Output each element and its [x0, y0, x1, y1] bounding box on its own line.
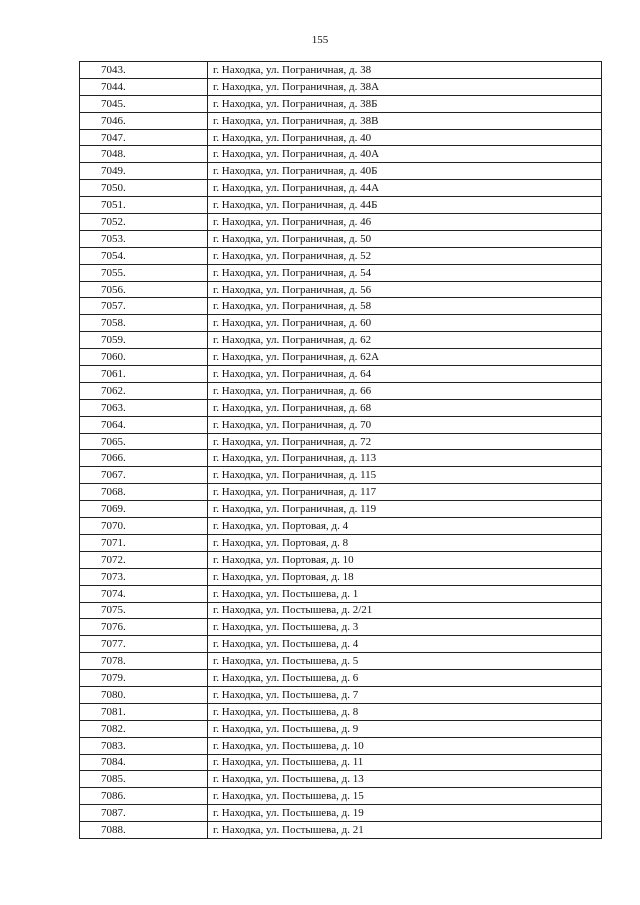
row-number: 7082. [80, 720, 208, 737]
table-row [80, 450, 602, 467]
row-address: г. Находка, ул. Постышева, д. 10 [208, 737, 602, 754]
row-number: 7050. [80, 180, 208, 197]
row-address: г. Находка, ул. Постышева, д. 2/21 [208, 602, 602, 619]
row-number: 7084. [80, 754, 208, 771]
table-row [80, 180, 602, 197]
row-address: г. Находка, ул. Пограничная, д. 38В [208, 112, 602, 129]
address-table [79, 61, 602, 839]
table-row [80, 163, 602, 180]
row-number: 7047. [80, 129, 208, 146]
table-row [80, 298, 602, 315]
row-number: 7054. [80, 247, 208, 264]
row-number: 7049. [80, 163, 208, 180]
row-address: г. Находка, ул. Постышева, д. 15 [208, 788, 602, 805]
table-row [80, 315, 602, 332]
row-number: 7077. [80, 636, 208, 653]
row-number: 7064. [80, 416, 208, 433]
table-row [80, 197, 602, 214]
table-row [80, 754, 602, 771]
table-row [80, 366, 602, 383]
row-number: 7088. [80, 822, 208, 839]
row-number: 7063. [80, 399, 208, 416]
row-number: 7055. [80, 264, 208, 281]
row-number: 7070. [80, 518, 208, 535]
row-number: 7078. [80, 653, 208, 670]
row-address: г. Находка, ул. Пограничная, д. 119 [208, 501, 602, 518]
table-row [80, 670, 602, 687]
table-row [80, 518, 602, 535]
row-address: г. Находка, ул. Пограничная, д. 60 [208, 315, 602, 332]
table-row [80, 484, 602, 501]
row-address: г. Находка, ул. Постышева, д. 1 [208, 585, 602, 602]
table-row [80, 703, 602, 720]
row-number: 7065. [80, 433, 208, 450]
row-address: г. Находка, ул. Пограничная, д. 66 [208, 382, 602, 399]
table-row [80, 653, 602, 670]
table-row [80, 636, 602, 653]
row-address: г. Находка, ул. Постышева, д. 8 [208, 703, 602, 720]
row-address: г. Находка, ул. Пограничная, д. 62А [208, 349, 602, 366]
row-address: г. Находка, ул. Портовая, д. 18 [208, 568, 602, 585]
row-address: г. Находка, ул. Пограничная, д. 50 [208, 230, 602, 247]
page-number: 155 [311, 34, 329, 46]
row-address: г. Находка, ул. Портовая, д. 10 [208, 551, 602, 568]
row-number: 7073. [80, 568, 208, 585]
row-number: 7058. [80, 315, 208, 332]
row-address: г. Находка, ул. Пограничная, д. 38А [208, 78, 602, 95]
table-row [80, 501, 602, 518]
row-address: г. Находка, ул. Постышева, д. 13 [208, 771, 602, 788]
row-number: 7085. [80, 771, 208, 788]
row-address: г. Находка, ул. Пограничная, д. 44А [208, 180, 602, 197]
table-row [80, 146, 602, 163]
table-row [80, 129, 602, 146]
row-number: 7076. [80, 619, 208, 636]
row-address: г. Находка, ул. Пограничная, д. 54 [208, 264, 602, 281]
table-row [80, 805, 602, 822]
table-row [80, 788, 602, 805]
table-row [80, 112, 602, 129]
row-address: г. Находка, ул. Пограничная, д. 113 [208, 450, 602, 467]
table-row [80, 534, 602, 551]
row-address: г. Находка, ул. Пограничная, д. 46 [208, 214, 602, 231]
row-address: г. Находка, ул. Постышева, д. 21 [208, 822, 602, 839]
row-address: г. Находка, ул. Портовая, д. 8 [208, 534, 602, 551]
row-address: г. Находка, ул. Пограничная, д. 64 [208, 366, 602, 383]
row-number: 7072. [80, 551, 208, 568]
table-row [80, 720, 602, 737]
row-number: 7062. [80, 382, 208, 399]
row-number: 7056. [80, 281, 208, 298]
row-number: 7075. [80, 602, 208, 619]
row-number: 7074. [80, 585, 208, 602]
row-address: г. Находка, ул. Постышева, д. 7 [208, 686, 602, 703]
table-row [80, 686, 602, 703]
row-address: г. Находка, ул. Пограничная, д. 117 [208, 484, 602, 501]
row-number: 7068. [80, 484, 208, 501]
row-address: г. Находка, ул. Постышева, д. 5 [208, 653, 602, 670]
table-row [80, 433, 602, 450]
row-number: 7043. [80, 62, 208, 79]
row-number: 7069. [80, 501, 208, 518]
row-address: г. Находка, ул. Пограничная, д. 52 [208, 247, 602, 264]
row-number: 7048. [80, 146, 208, 163]
table-row [80, 349, 602, 366]
address-table-body [80, 62, 602, 839]
table-row [80, 585, 602, 602]
row-address: г. Находка, ул. Постышева, д. 9 [208, 720, 602, 737]
table-row [80, 332, 602, 349]
table-row [80, 416, 602, 433]
table-row [80, 78, 602, 95]
row-address: г. Находка, ул. Пограничная, д. 44Б [208, 197, 602, 214]
row-number: 7059. [80, 332, 208, 349]
row-address: г. Находка, ул. Пограничная, д. 38Б [208, 95, 602, 112]
row-number: 7080. [80, 686, 208, 703]
row-number: 7086. [80, 788, 208, 805]
row-number: 7044. [80, 78, 208, 95]
table-row [80, 230, 602, 247]
table-row [80, 62, 602, 79]
table-row [80, 771, 602, 788]
row-number: 7057. [80, 298, 208, 315]
table-row [80, 264, 602, 281]
row-address: г. Находка, ул. Пограничная, д. 58 [208, 298, 602, 315]
table-row [80, 737, 602, 754]
row-address: г. Находка, ул. Пограничная, д. 70 [208, 416, 602, 433]
row-number: 7071. [80, 534, 208, 551]
row-number: 7067. [80, 467, 208, 484]
row-number: 7087. [80, 805, 208, 822]
row-address: г. Находка, ул. Постышева, д. 3 [208, 619, 602, 636]
row-address: г. Находка, ул. Пограничная, д. 40А [208, 146, 602, 163]
row-address: г. Находка, ул. Постышева, д. 11 [208, 754, 602, 771]
row-address: г. Находка, ул. Пограничная, д. 56 [208, 281, 602, 298]
table-row [80, 382, 602, 399]
row-address: г. Находка, ул. Пограничная, д. 40 [208, 129, 602, 146]
row-number: 7052. [80, 214, 208, 231]
row-address: г. Находка, ул. Постышева, д. 6 [208, 670, 602, 687]
row-number: 7045. [80, 95, 208, 112]
row-number: 7053. [80, 230, 208, 247]
table-row [80, 281, 602, 298]
table-row [80, 568, 602, 585]
table-row [80, 95, 602, 112]
row-number: 7081. [80, 703, 208, 720]
table-row [80, 551, 602, 568]
row-number: 7061. [80, 366, 208, 383]
row-address: г. Находка, ул. Портовая, д. 4 [208, 518, 602, 535]
table-row [80, 602, 602, 619]
row-address: г. Находка, ул. Пограничная, д. 68 [208, 399, 602, 416]
table-row [80, 247, 602, 264]
row-address: г. Находка, ул. Пограничная, д. 62 [208, 332, 602, 349]
table-row [80, 214, 602, 231]
row-number: 7051. [80, 197, 208, 214]
row-address: г. Находка, ул. Пограничная, д. 40Б [208, 163, 602, 180]
table-row [80, 822, 602, 839]
row-address: г. Находка, ул. Пограничная, д. 38 [208, 62, 602, 79]
row-number: 7046. [80, 112, 208, 129]
row-number: 7083. [80, 737, 208, 754]
table-row [80, 467, 602, 484]
row-number: 7079. [80, 670, 208, 687]
row-number: 7066. [80, 450, 208, 467]
table-row [80, 619, 602, 636]
row-number: 7060. [80, 349, 208, 366]
row-address: г. Находка, ул. Пограничная, д. 115 [208, 467, 602, 484]
row-address: г. Находка, ул. Постышева, д. 19 [208, 805, 602, 822]
row-address: г. Находка, ул. Пограничная, д. 72 [208, 433, 602, 450]
table-row [80, 399, 602, 416]
row-address: г. Находка, ул. Постышева, д. 4 [208, 636, 602, 653]
